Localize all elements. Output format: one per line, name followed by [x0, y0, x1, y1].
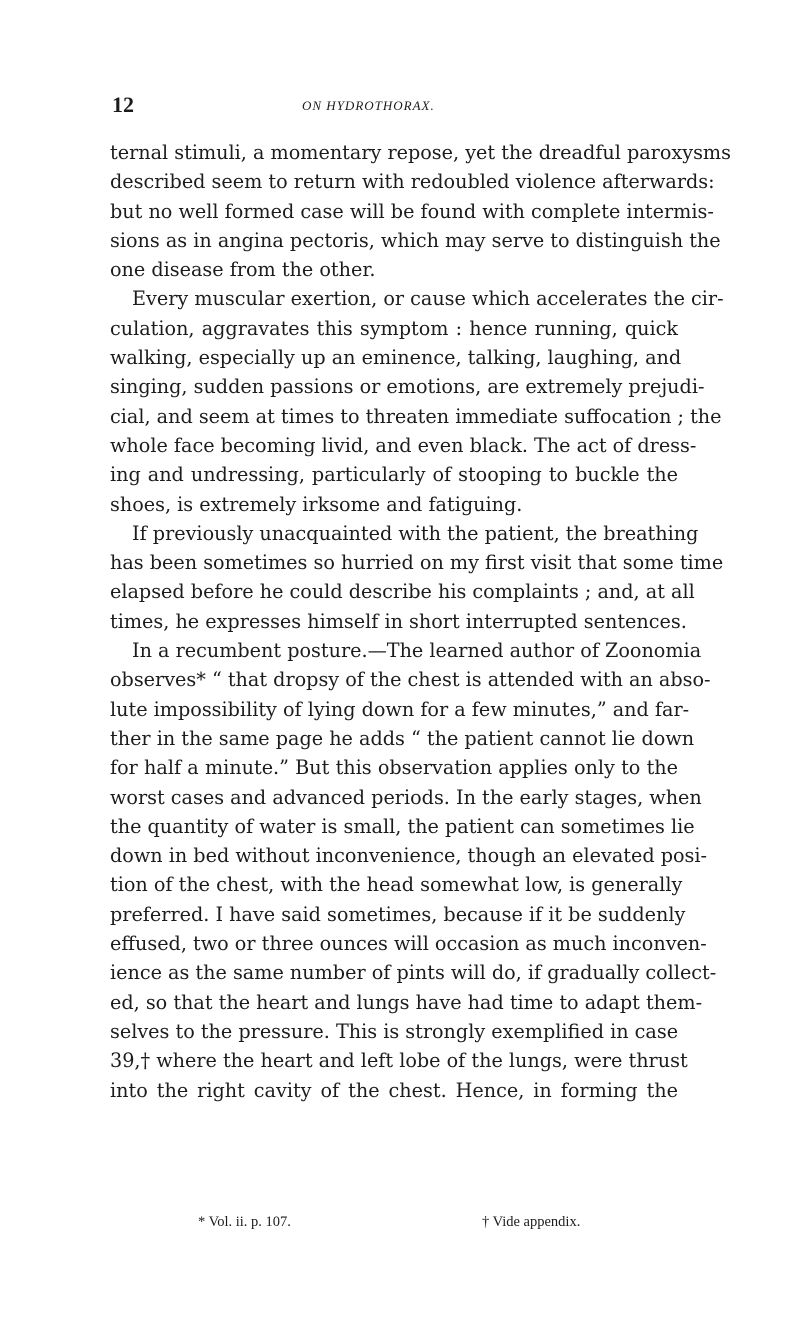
text-line: 39,† where the heart and left lobe of the lungs, were thrust: [110, 1049, 688, 1073]
footnotes: [110, 1214, 678, 1238]
text-line: shoes, is extremely irksome and fatiguing.: [110, 492, 523, 516]
text-line: one disease from the other.: [110, 258, 376, 282]
text-line: walking, especially up an eminence, talking, laughing, and: [110, 346, 682, 370]
text-line: for half a minute.” But this observation applies only to the: [110, 756, 678, 780]
text-line: ing and undressing, particularly of stooping to buckle the: [110, 463, 678, 487]
text-line: into the right cavity of the chest. Hence, in forming the: [110, 1078, 678, 1102]
text-line: cial, and seem at times to threaten immediate suffocation ; the: [110, 404, 722, 428]
running-head: ON HYDROTHORAX.: [302, 98, 435, 113]
text-line: whole face becoming livid, and even black. The act of dress-: [110, 433, 697, 457]
text-line: observes* “ that dropsy of the chest is attended with an abso-: [110, 668, 711, 692]
text-line: down in bed without inconvenience, though an elevated posi-: [110, 844, 708, 868]
text-line: times, he expresses himself in short interrupted sentences.: [110, 609, 687, 633]
text-line: preferred. I have said sometimes, because if it be suddenly: [110, 902, 686, 926]
text-line: Every muscular exertion, or cause which accelerates the cir-: [132, 287, 724, 311]
text-line: In a recumbent posture.—The learned author of Zoonomia: [132, 639, 702, 663]
text-line: described seem to return with redoubled violence afterwards:: [110, 170, 715, 194]
text-line: culation, aggravates this symptom : hence running, quick: [110, 316, 678, 340]
text-line: but no well formed case will be found with complete intermis-: [110, 199, 714, 223]
text-line: worst cases and advanced periods. In the early stages, when: [110, 785, 702, 809]
text-line: lute impossibility of lying down for a few minutes,” and far-: [110, 697, 690, 721]
text-line: elapsed before he could describe his complaints ; and, at all: [110, 580, 695, 604]
text-line: ternal stimuli, a momentary repose, yet the dreadful paroxysms: [110, 141, 731, 164]
text-line: sions as in angina pectoris, which may serve to distinguish the: [110, 228, 721, 252]
text-line: singing, sudden passions or emotions, are extremely prejudi-: [110, 375, 705, 399]
text-line: If previously unacquainted with the patient, the breathing: [132, 521, 699, 545]
page-number: 12: [112, 92, 134, 117]
text-line: ther in the same page he adds “ the patient cannot lie down: [110, 726, 695, 750]
footnote-vol: * Vol. ii. p. 107.: [198, 1214, 291, 1230]
text-line: effused, two or three ounces will occasion as much inconven-: [110, 932, 707, 956]
text-line: ed, so that the heart and lungs have had time to adapt them-: [110, 990, 703, 1014]
text-line: selves to the pressure. This is strongly exemplified in case: [110, 1019, 679, 1043]
footnote-appendix: † Vide appendix.: [482, 1214, 581, 1230]
text-line: tion of the chest, with the head somewhat low, is generally: [110, 873, 683, 897]
text-line: the quantity of water is small, the patient can sometimes lie: [110, 814, 695, 838]
page-header: [112, 92, 682, 122]
text-line: ience as the same number of pints will do, if gradually collect-: [110, 961, 717, 985]
text-line: has been sometimes so hurried on my first visit that some time: [110, 551, 724, 575]
body-text: [110, 138, 731, 1105]
